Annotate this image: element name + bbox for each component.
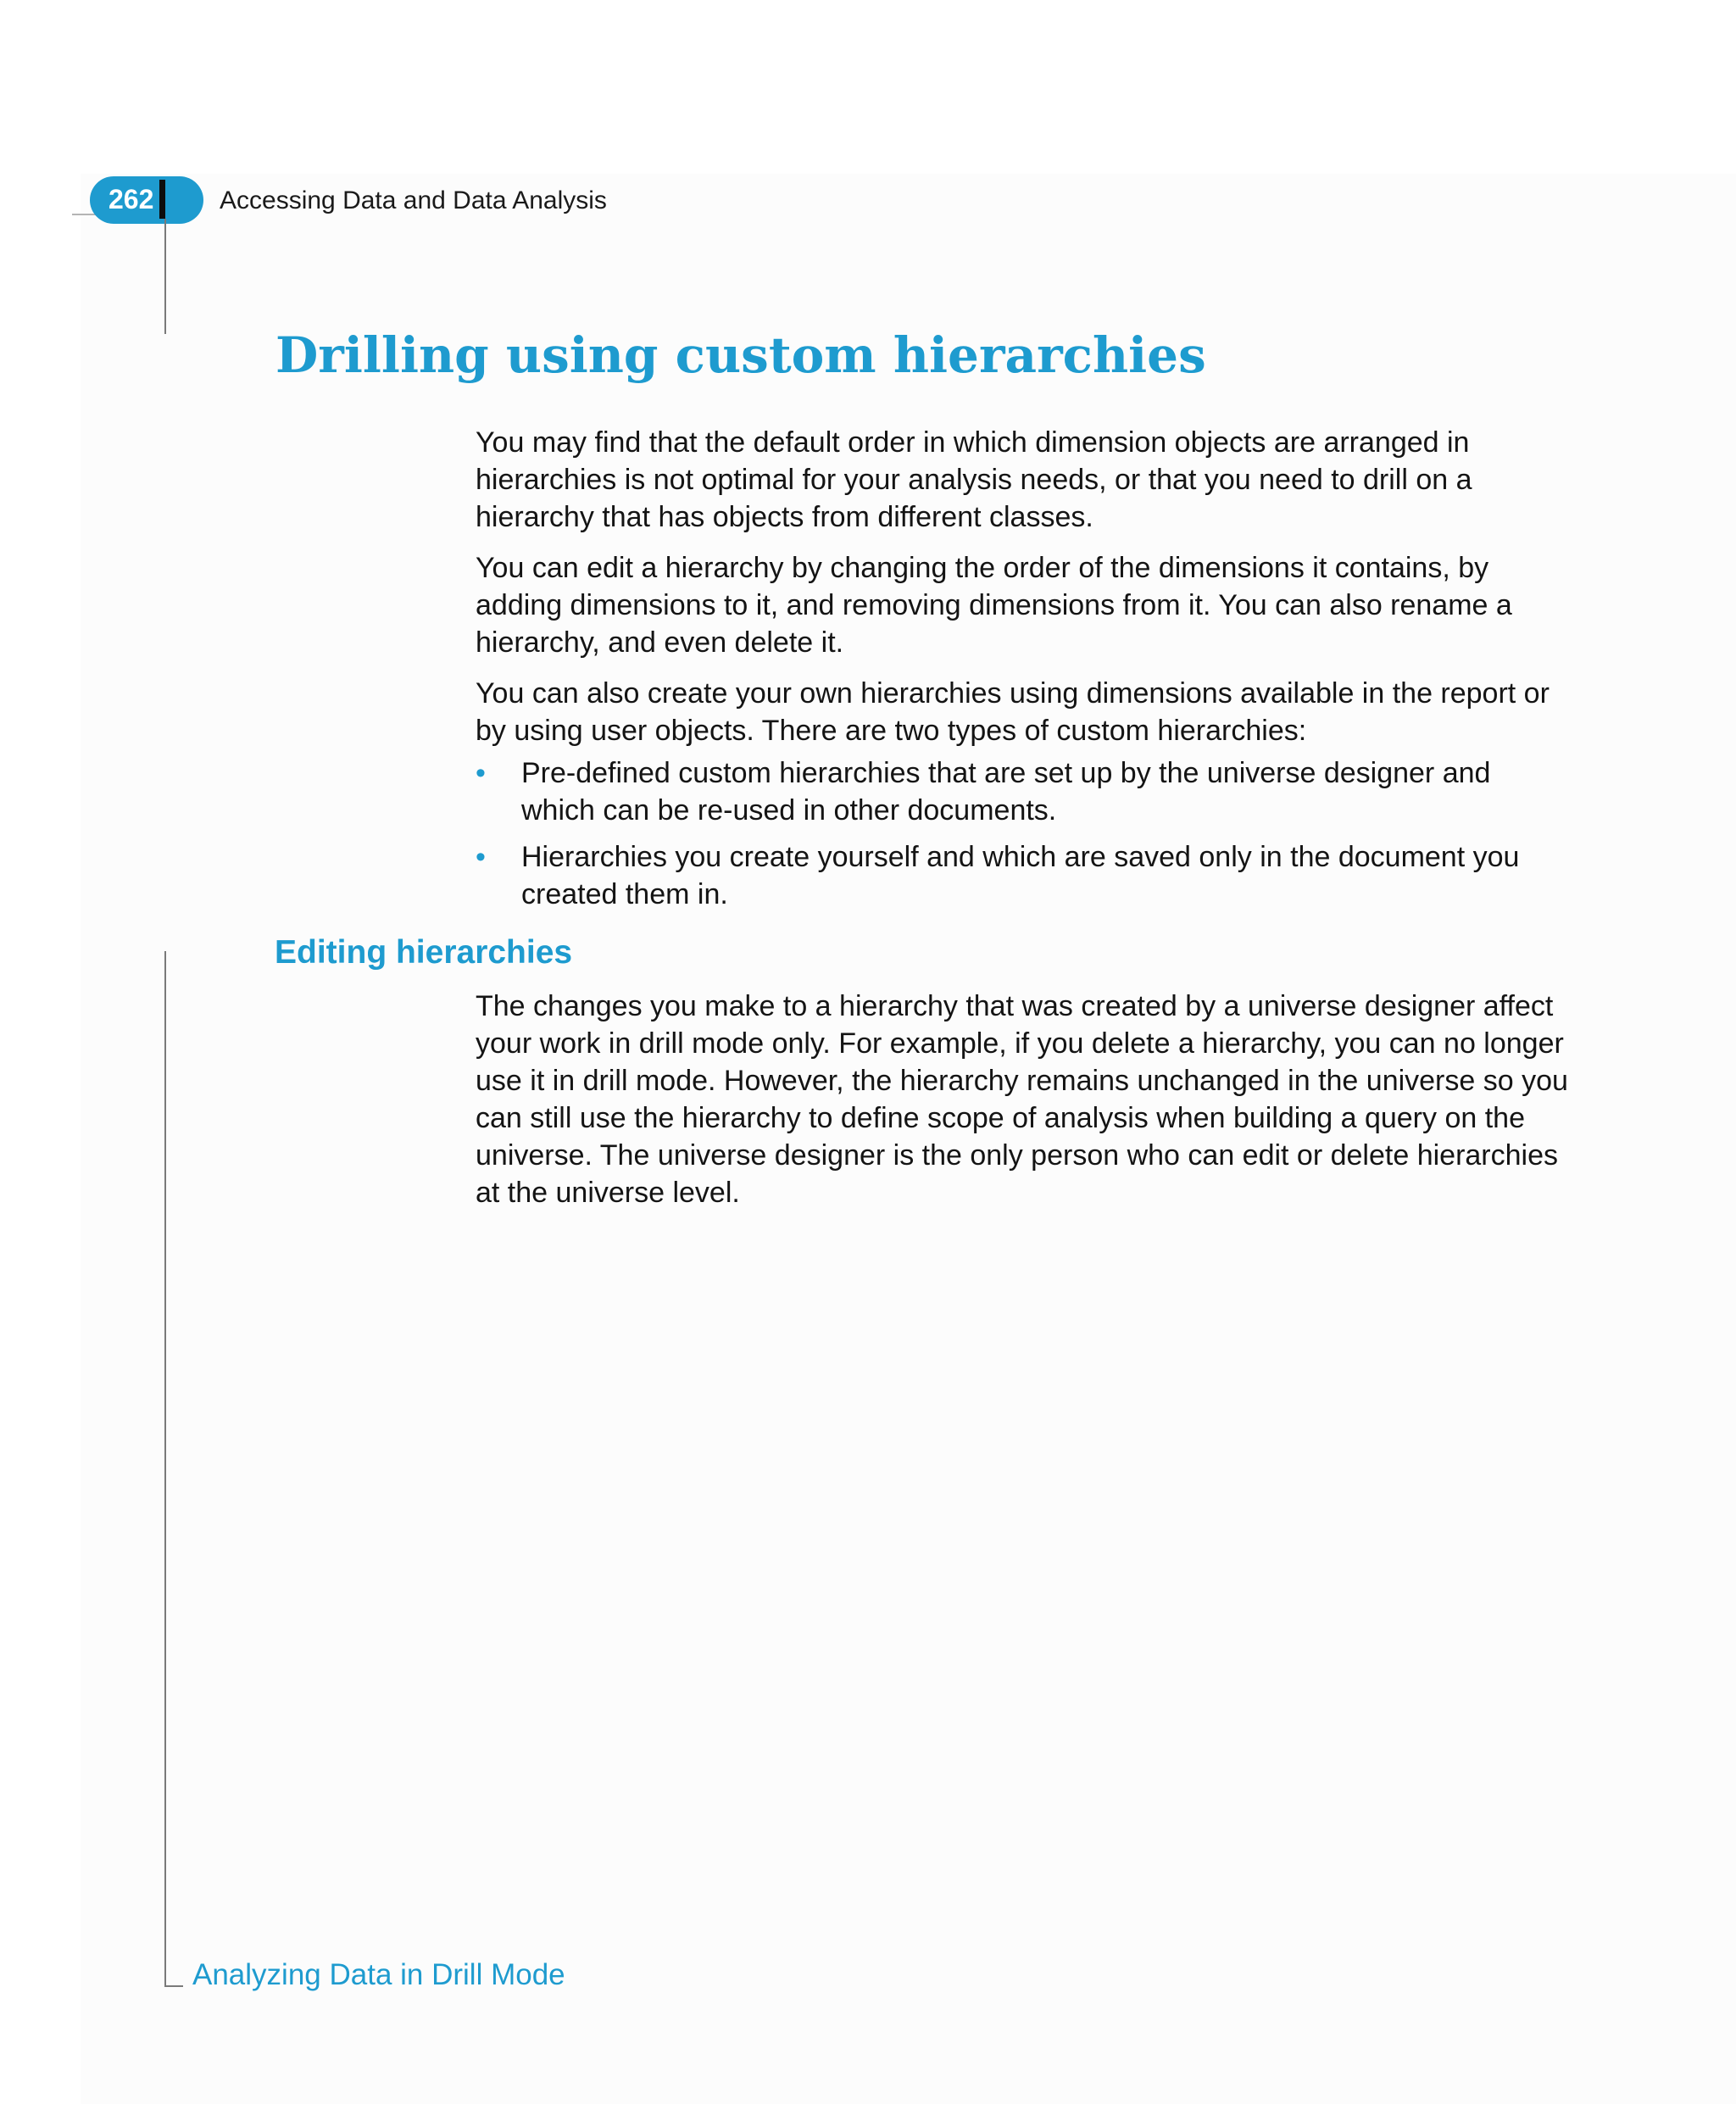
hierarchy-types-list: [476, 754, 1569, 913]
running-head: Accessing Data and Data Analysis: [220, 186, 607, 214]
list-item: [476, 754, 1569, 829]
intro-text: [476, 424, 1569, 913]
list-item-text: Pre-defined custom hierarchies that are set up by the universe designer and which can be re-used in other documents.: [521, 757, 1491, 827]
editing-paragraph: The changes you make to a hierarchy that was created by a universe designer affect your work in drill mode only. For example, if you delete a hierarchy, you can no longer use it in drill mode. However, the hierarchy remains unchanged in the universe so you can still use the hierarchy to define scope of analysis when building a query on the universe. The universe designer is the only person who can edit or delete hierarchies at the universe level.: [476, 990, 1568, 1209]
chapter-title: Drilling using custom hierarchies: [275, 326, 1206, 384]
bullet-icon: •: [476, 841, 486, 873]
bullet-icon: •: [476, 757, 486, 789]
list-item-text: Hierarchies you create yourself and which are saved only in the document you created them in.: [521, 841, 1520, 910]
intro-paragraph-2: You can edit a hierarchy by changing the order of the dimensions it contains, by adding dimensions to it, and removing dimensions from it. You can also rename a hierarchy, and even delete it.: [476, 552, 1512, 659]
footer-section-title: Analyzing Data in Drill Mode: [192, 1958, 565, 1991]
intro-paragraph-3: You can also create your own hierarchies using dimensions available in the report or by using user objects. There are two types of custom hierarchies:: [476, 677, 1550, 747]
margin-rule-bottom: [164, 951, 166, 1987]
margin-rule-top: [164, 219, 166, 334]
intro-paragraph-1: You may find that the default order in which dimension objects are arranged in hierarchies is not optimal for your analysis needs, or that you need to drill on a hierarchy that has objects from different classes.: [476, 426, 1472, 533]
page-number: 262: [108, 184, 154, 214]
margin-rule-foot: [164, 1985, 183, 1987]
page-number-divider: [159, 180, 165, 219]
list-item: [476, 838, 1569, 913]
section-heading: Editing hierarchies: [275, 934, 573, 971]
editing-text: [476, 988, 1569, 1211]
